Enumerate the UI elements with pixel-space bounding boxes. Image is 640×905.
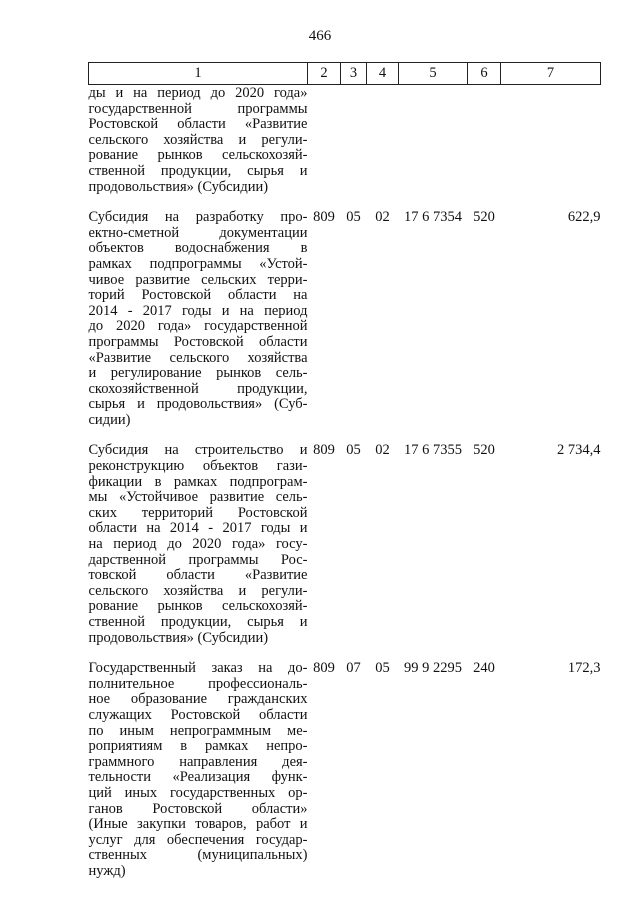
header-col-5: 5 xyxy=(399,63,468,85)
cell-section-code: 05 xyxy=(346,209,361,226)
cell-department-code xyxy=(308,85,341,196)
cell-target-article: 17 6 7355 xyxy=(404,442,462,459)
row-description xyxy=(89,195,308,428)
description-line: Государственный заказ на до- xyxy=(88,660,308,677)
description-line: продовольствия» (Субсидии) xyxy=(88,629,269,646)
cell-section-code: 07 xyxy=(346,660,361,677)
cell-section-code xyxy=(341,85,367,196)
description-line: по иным непрограммным ме- xyxy=(88,722,308,739)
description-line: Субсидия на строительство и xyxy=(88,442,308,459)
row-description xyxy=(89,428,308,646)
description-line: продовольствия» (Субсидии) xyxy=(88,178,269,195)
cell-target-article xyxy=(399,85,468,196)
description-line: граммного направления дея- xyxy=(88,753,308,770)
table-row xyxy=(89,85,601,196)
description-line: ских территорий Ростовской xyxy=(88,504,308,521)
table-header-row xyxy=(89,63,601,85)
description-line: торий Ростовской области на xyxy=(88,287,308,304)
table-row xyxy=(89,428,601,646)
description-line: ное образование гражданских xyxy=(88,691,308,708)
description-line: реконструкцию объектов гази- xyxy=(88,458,308,475)
header-col-2: 2 xyxy=(308,63,341,85)
description-line: «Развитие сельского хозяйства xyxy=(88,349,308,366)
description-line: объектов водоснабжения в xyxy=(88,240,308,257)
cell-department-code: 809 xyxy=(313,209,335,226)
description-line: чивое развитие сельских терри- xyxy=(88,271,308,288)
cell-subsection-code xyxy=(367,85,399,196)
cell-department-code: 809 xyxy=(313,442,335,459)
description-line: ственных (муниципальных) xyxy=(88,847,308,864)
description-line: нужд) xyxy=(88,862,126,879)
description-line: рование рынков сельскохозяй- xyxy=(88,598,308,615)
description-line: до 2020 года» государственной xyxy=(88,318,308,335)
description-line: скохозяйственной продукции, xyxy=(88,380,308,397)
description-line: ственной продукции, сырья и xyxy=(88,614,308,630)
description-line: дарственной программы Рос- xyxy=(88,551,308,568)
page-number: 466 xyxy=(308,28,332,44)
table-row xyxy=(89,195,601,428)
cell-expense-type: 520 xyxy=(473,209,495,226)
description-line: сельского хозяйства и регули- xyxy=(88,582,308,599)
description-line: рование рынков сельскохозяй- xyxy=(88,147,308,164)
description-line: служащих Ростовской области xyxy=(88,706,308,723)
row-description xyxy=(89,85,308,196)
description-line: услуг для обеспечения государ- xyxy=(88,831,308,848)
description-line: области на 2014 - 2017 годы и xyxy=(88,520,308,537)
description-line: тельности «Реализация функ- xyxy=(88,769,308,786)
description-line: Ростовской области «Развитие xyxy=(88,116,308,133)
description-line: товской области «Развитие xyxy=(88,567,308,584)
cell-target-article: 17 6 7354 xyxy=(404,209,462,226)
description-line: рамках подпрограммы «Устой- xyxy=(88,255,308,272)
description-line: сельского хозяйства и регули- xyxy=(88,131,308,148)
header-col-3: 3 xyxy=(341,63,367,85)
description-line: на период до 2020 года» госу- xyxy=(88,536,308,553)
cell-section-code: 05 xyxy=(346,442,361,459)
description-line: ганов Ростовской области» xyxy=(88,800,308,817)
description-line: ды и на период до 2020 года» xyxy=(88,85,308,101)
cell-amount xyxy=(501,85,601,196)
cell-expense-type: 520 xyxy=(473,442,495,459)
description-line: ственной продукции, сырья и xyxy=(88,162,308,179)
description-line: сырья и продовольствия» (Суб- xyxy=(88,396,308,413)
cell-target-article: 99 9 2295 xyxy=(404,660,462,677)
cell-expense-type xyxy=(468,85,501,196)
description-line: мы «Устойчивое развитие сель- xyxy=(88,489,308,506)
description-line: (Иные закупки товаров, работ и xyxy=(88,816,308,833)
description-line: 2014 - 2017 годы и на период xyxy=(88,302,308,319)
description-line: сидии) xyxy=(88,411,131,428)
table-row xyxy=(89,646,601,879)
header-col-6: 6 xyxy=(468,63,501,85)
description-line: и регулирование рынков сель- xyxy=(88,365,308,382)
description-line: ектно-сметной документации xyxy=(88,224,308,241)
cell-amount: 2 734,4 xyxy=(557,442,601,459)
description-line: полнительное профессиональ- xyxy=(88,675,308,692)
description-line: государственной программы xyxy=(88,100,308,117)
row-description xyxy=(89,646,308,879)
cell-subsection-code: 02 xyxy=(375,442,390,459)
cell-expense-type: 240 xyxy=(473,660,495,677)
cell-subsection-code: 02 xyxy=(375,209,390,226)
description-line: фикации в рамках подпрограм- xyxy=(88,473,308,490)
description-line: роприятиям в рамках непро- xyxy=(88,738,308,755)
cell-amount: 172,3 xyxy=(567,660,601,677)
header-col-1: 1 xyxy=(89,63,308,85)
header-col-7: 7 xyxy=(501,63,601,85)
description-line: ций иных государственных ор- xyxy=(88,784,308,801)
cell-amount: 622,9 xyxy=(567,209,601,226)
header-col-4: 4 xyxy=(367,63,399,85)
budget-table xyxy=(88,62,601,880)
description-line: Субсидия на разработку про- xyxy=(88,209,308,226)
cell-department-code: 809 xyxy=(313,660,335,677)
description-line: программы Ростовской области xyxy=(88,333,308,350)
cell-subsection-code: 05 xyxy=(375,660,390,677)
